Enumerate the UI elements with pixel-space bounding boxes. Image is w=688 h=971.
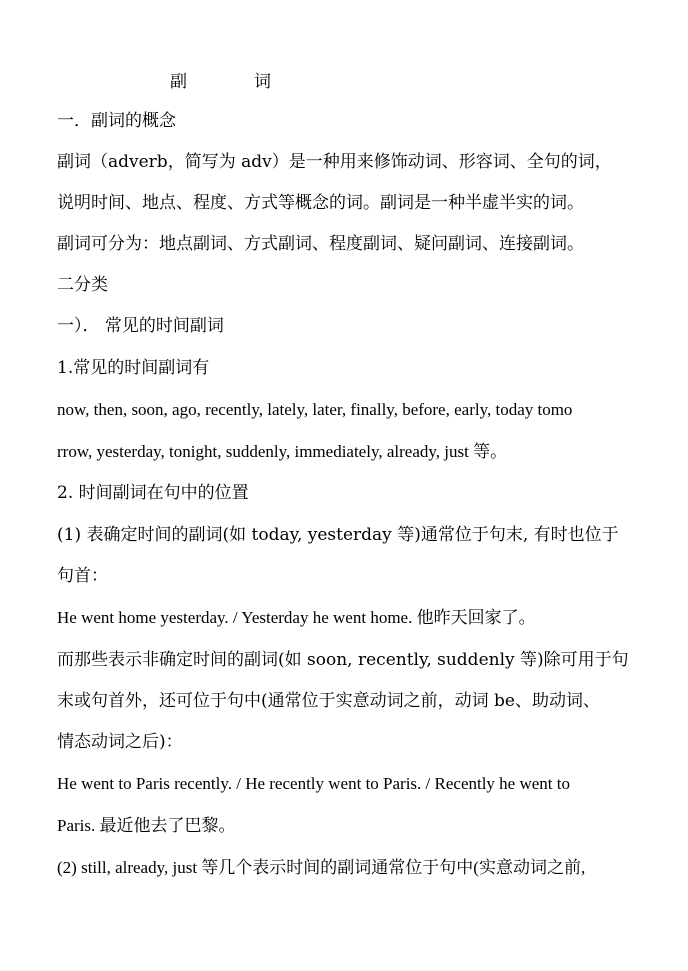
paragraph-line: 句首： — [57, 566, 108, 586]
list-heading: 2. 时间副词在句中的位置 — [57, 483, 249, 503]
word-list-line: now, then, soon, ago, recently, lately, later, finally, before, early, today tomo — [57, 400, 573, 419]
example-sentence: He went to Paris recently. / He recently went to Paris. / Recently he went to — [57, 774, 570, 793]
title-char-left: 副 — [170, 72, 187, 92]
paragraph-line: 副词（adverb，简写为 adv）是一种用来修饰动词、形容词、全句的词， — [57, 152, 612, 172]
paragraph-line: 情态动词之后)： — [57, 732, 183, 752]
paragraph-line: 而那些表示非确定时间的副词(如 soon, recently, suddenly 等)除可用于句 — [57, 650, 629, 670]
document-title — [0, 67, 688, 91]
subheading-time-adverbs: 一）． 常见的时间副词 — [57, 316, 224, 336]
heading-concept: 一．副词的概念 — [57, 111, 176, 131]
list-heading: 1.常见的时间副词有 — [57, 358, 210, 378]
word-list-line: rrow, yesterday, tonight, suddenly, immediately, already, just 等。 — [57, 442, 508, 461]
paragraph-line: (1) 表确定时间的副词(如 today, yesterday 等)通常位于句末, 有时也位于 — [57, 525, 619, 545]
example-sentence: Paris. 最近他去了巴黎。 — [57, 816, 236, 835]
paragraph-line: 副词可分为：地点副词、方式副词、程度副词、疑问副词、连接副词。 — [57, 234, 584, 254]
paragraph-line: (2) still, already, just 等几个表示时间的副词通常位于句中(实意动词之前, — [57, 858, 586, 877]
title-char-right: 词 — [254, 72, 271, 92]
paragraph-line: 末或句首外，还可位于句中(通常位于实意动词之前，动词 be、助动词、 — [57, 691, 600, 711]
paragraph-line: 说明时间、地点、程度、方式等概念的词。副词是一种半虚半实的词。 — [57, 193, 584, 213]
heading-classification: 二分类 — [57, 275, 108, 295]
example-sentence: He went home yesterday. / Yesterday he went home. 他昨天回家了。 — [57, 608, 536, 627]
